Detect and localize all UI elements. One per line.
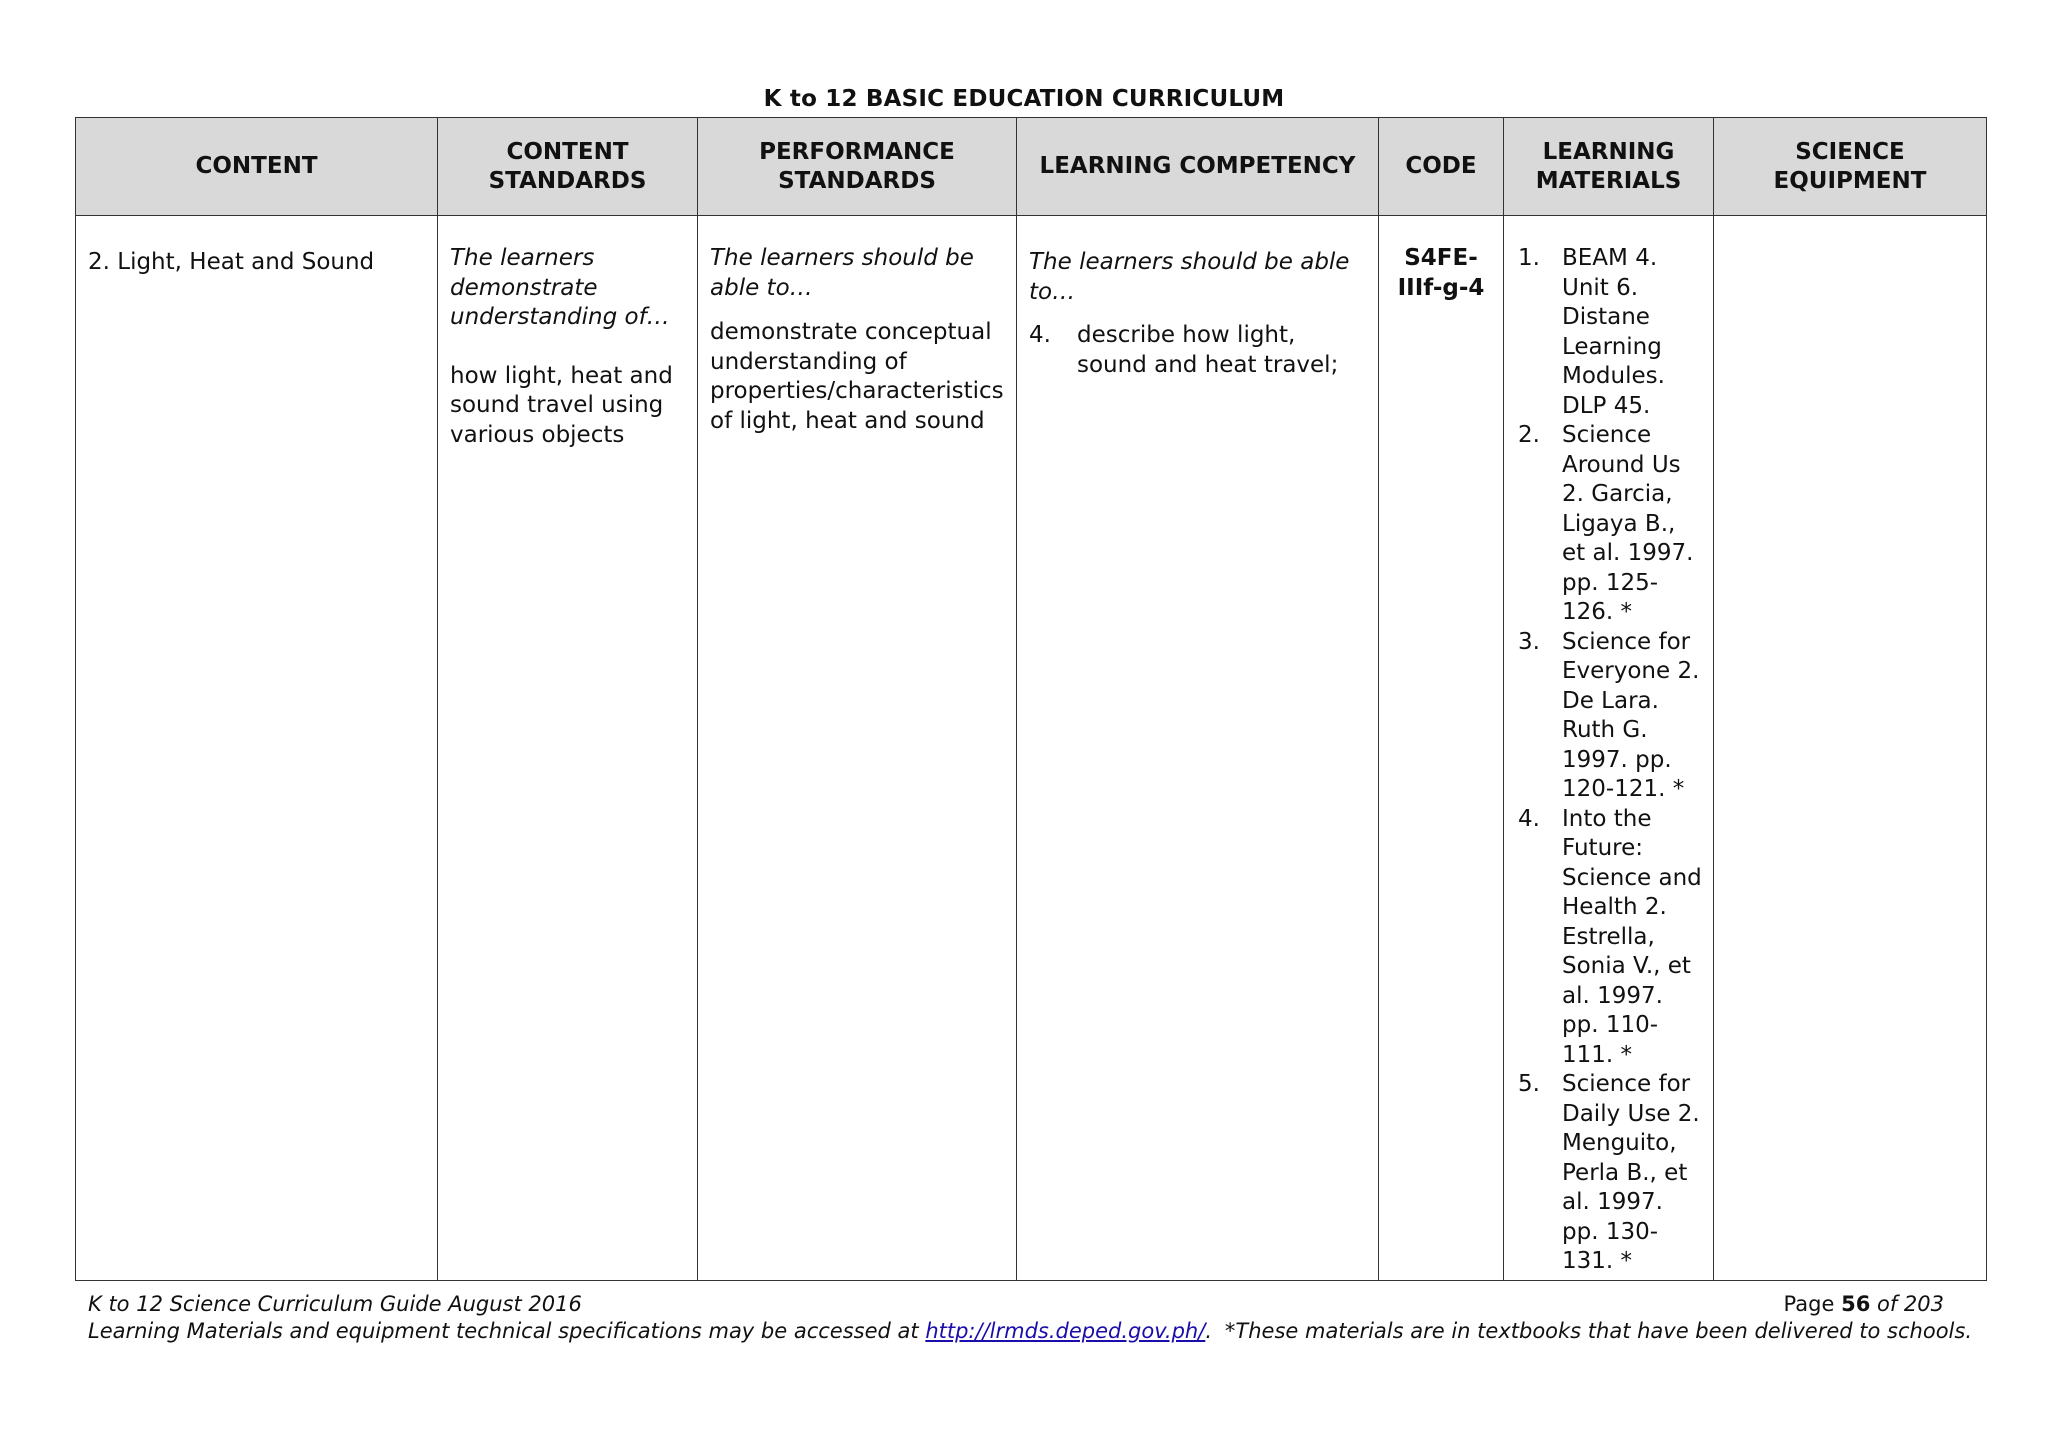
material-text: Science for Daily Use 2. Menguito, Perla B., et al. 1997. pp. 130-131. *: [1562, 1071, 1700, 1274]
material-number: 3.: [1518, 628, 1540, 655]
list-item: [1518, 421, 1703, 628]
material-text: BEAM 4. Unit 6. Distane Learning Modules. DLP 45.: [1562, 245, 1665, 419]
footer-guide: K to 12 Science Curriculum Guide August 2016: [88, 1292, 582, 1316]
list-item: [1029, 321, 1366, 380]
header-content-standards: CONTENT STANDARDS: [438, 118, 698, 216]
performance-standards-cell: [698, 216, 1017, 1281]
materials-list: [1518, 244, 1703, 1277]
learning-materials-cell: [1504, 216, 1714, 1281]
material-text: Science Around Us 2. Garcia, Ligaya B., et al. 1997. pp. 125-126. *: [1562, 422, 1694, 625]
content-standards-text: how light, heat and sound travel using various objects: [450, 362, 673, 448]
page-indicator: [1225, 1291, 1972, 1318]
lrmds-link[interactable]: http://lrmds.deped.gov.ph/: [925, 1319, 1206, 1343]
header-learning-competency: LEARNING COMPETENCY: [1017, 118, 1379, 216]
footer-right: [1225, 1291, 1972, 1345]
curriculum-table: [75, 117, 1987, 1281]
list-item: [1518, 1070, 1703, 1277]
header-row: [76, 118, 1987, 216]
footer-access-end: .: [1205, 1319, 1213, 1343]
learning-competency-intro: The learners should be able to…: [1029, 249, 1350, 305]
page-label: Page: [1783, 1292, 1835, 1316]
header-learning-materials: LEARNING MATERIALS: [1504, 118, 1714, 216]
material-number: 5.: [1518, 1071, 1540, 1097]
performance-standards-intro: The learners should be able to…: [710, 245, 974, 301]
content-text: 2. Light, Heat and Sound: [88, 249, 375, 275]
list-item: [1518, 805, 1703, 1071]
header-code: CODE: [1379, 118, 1504, 216]
material-text: Into the Future: Science and Health 2. Estrella, Sonia V., et al. 1997. pp. 110-111. *: [1562, 805, 1702, 1068]
content-cell: [76, 216, 438, 1281]
footer-access-note: Learning Materials and equipment technical specifications may be accessed at: [88, 1319, 919, 1343]
header-performance-standards: PERFORMANCE STANDARDS: [698, 118, 1017, 216]
textbook-note: *These materials are in textbooks that have been delivered to schools.: [1224, 1319, 1972, 1343]
document-title: K to 12 BASIC EDUCATION CURRICULUM: [763, 86, 1285, 112]
footer-left: [88, 1291, 1212, 1345]
material-number: 2.: [1518, 422, 1540, 448]
competency-code: S4FE-IIIf-g-4: [1397, 245, 1485, 301]
material-number: 4.: [1518, 805, 1540, 832]
code-cell: [1379, 216, 1504, 1281]
competency-list: [1029, 321, 1366, 380]
header-content: CONTENT: [76, 118, 438, 216]
competency-text: describe how light, sound and heat travel;: [1077, 322, 1339, 378]
performance-standards-text: demonstrate conceptual understanding of properties/characteristics of light, heat and sound: [710, 319, 1004, 434]
competency-number: 4.: [1029, 322, 1051, 348]
material-number: 1.: [1518, 245, 1540, 271]
list-item: [1518, 244, 1703, 421]
material-text: Science for Everyone 2. De Lara. Ruth G. 1997. pp. 120-121. *: [1562, 628, 1700, 802]
table-row: [76, 216, 1987, 1281]
header-science-equipment: SCIENCE EQUIPMENT: [1714, 118, 1987, 216]
page-number: 56: [1841, 1292, 1871, 1316]
footer-access-line: [88, 1318, 1212, 1345]
list-item: [1518, 628, 1703, 805]
content-standards-intro: The learners demonstrate understanding of…: [450, 245, 670, 330]
content-standards-cell: [438, 216, 698, 1281]
science-equipment-cell: [1714, 216, 1987, 1281]
learning-competency-cell: [1017, 216, 1379, 1281]
page-total: of 203: [1877, 1292, 1944, 1316]
